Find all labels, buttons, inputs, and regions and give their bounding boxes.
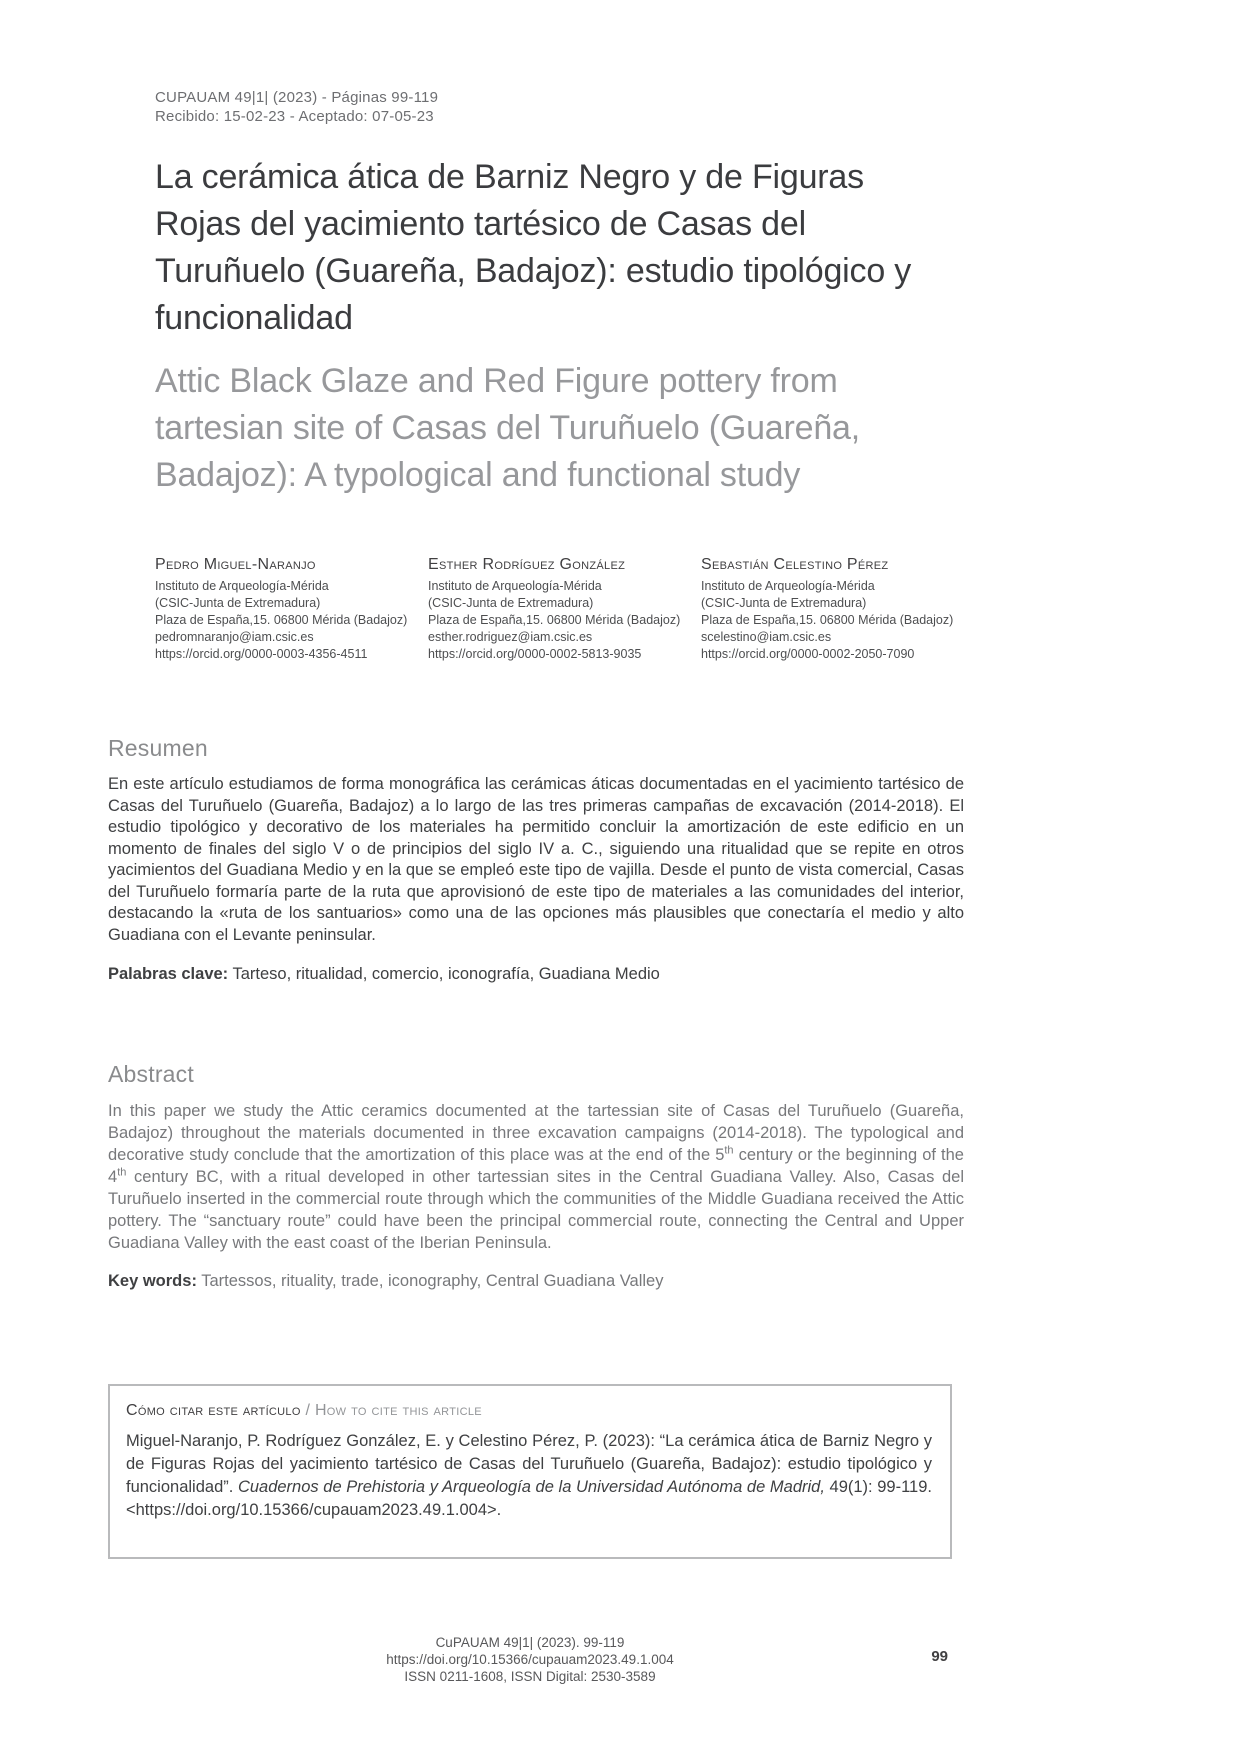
abstract-text-part3: century BC, with a ritual developed in other tartessian sites in the Central Guadiana Valley. Also, Casas del Turuñuelo inserted in the commercial route through which the communities of the Middle Guadiana received the Attic pottery. The “sanctuary route” could have been the principal commercial route, connecting the Central and Upper Guadiana Valley with the east coast of the Iberian Peninsula. xyxy=(108,1167,964,1252)
author-email-link[interactable]: esther.rodriguez@iam.csic.es xyxy=(428,630,593,644)
author-column-3 xyxy=(701,556,974,663)
article-title-spanish: La cerámica ática de Barniz Negro y de Figuras Rojas del yacimiento tartésico de Casas del Turuñuelo (Guareña, Badajoz): estudio tipológico y funcionalidad xyxy=(155,158,912,337)
journal-header xyxy=(155,88,1241,126)
ordinal-superscript: th xyxy=(724,1144,734,1156)
footer-issn-line: ISSN 0211-1608, ISSN Digital: 2530-3589 xyxy=(404,1669,656,1684)
author-orcid-link[interactable]: https://orcid.org/0000-0003-4356-4511 xyxy=(155,647,368,661)
palabras-clave-text: Tarteso, ritualidad, comercio, iconografía, Guadiana Medio xyxy=(228,964,660,983)
page-footer xyxy=(108,1634,952,1685)
how-to-cite-box xyxy=(108,1384,952,1559)
article-title-english: Attic Black Glaze and Red Figure pottery from tartesian site of Casas del Turuñuelo (Guareña, Badajoz): A typological and functional study xyxy=(155,362,860,494)
footer-doi-link[interactable]: https://doi.org/10.15366/cupauam2023.49.1.004 xyxy=(386,1652,674,1667)
how-to-cite-heading-separator: / xyxy=(300,1402,315,1419)
author-affiliation: Instituto de Arqueología-Mérida xyxy=(155,579,329,593)
resumen-text: En este artículo estudiamos de forma monográfica las cerámicas áticas documentadas en el yacimiento tartésico de Casas del Turuñuelo (Guareña, Badajoz) a lo largo de las tres primeras campañas de excavación (2014-2018). El estudio tipológico y decorativo de los materiales ha permitido concluir la amortización de este edificio en un momento de finales del siglo V o de principios del siglo IV a. C., siguiendo una ritualidad que se repite en otros yacimientos del Guadiana Medio y en la que se empleó este tipo de vajilla. Desde el punto de vista comercial, Casas del Turuñuelo formaría parte de la ruta que aprovisionó de este tipo de materiales a las comunidades del interior, destacando la «ruta de los santuarios» como una de las opciones más plausibles que conectaría el medio y alto Guadiana con el Levante peninsular. xyxy=(108,775,964,944)
author-address: Plaza de España,15. 06800 Mérida (Badajoz) xyxy=(701,613,954,627)
how-to-cite-heading-english: How to cite this article xyxy=(314,1402,482,1419)
author-column-2 xyxy=(428,556,701,663)
author-affiliation: (CSIC-Junta de Extremadura) xyxy=(701,596,867,610)
author-name: Esther Rodríguez González xyxy=(428,556,626,573)
abstract-text-part2: century or the beginning of the 4 xyxy=(108,1145,964,1186)
author-email-link[interactable]: scelestino@iam.csic.es xyxy=(701,630,832,644)
palabras-clave-line xyxy=(108,963,964,985)
author-email-link[interactable]: pedromnaranjo@iam.csic.es xyxy=(155,630,314,644)
page-number: 99 xyxy=(931,1648,948,1665)
citation-text xyxy=(126,1430,932,1522)
author-column-1 xyxy=(155,556,428,663)
abstract-text-part1: In this paper we study the Attic ceramics documented at the tartessian site of Casas del Turuñuelo (Guareña, Badajoz) throughout the materials documented in three excavation campaigns (2014-2018). The typological and decorative study conclude that the amortization of this place was at the end of the 5 xyxy=(108,1101,964,1164)
citation-text-part1: Miguel-Naranjo, P. Rodríguez González, E. y Celestino Pérez, P. (2023): “La cerámica ática de Barniz Negro y de Figuras Rojas del yacimiento tartésico de Casas del Turuñuelo (Guareña, Badajoz): estudio tipológico y funcionalidad”. xyxy=(126,1432,932,1496)
abstract-heading: Abstract xyxy=(108,1060,194,1087)
how-to-cite-heading-spanish: Cómo citar este artículo xyxy=(126,1402,301,1419)
author-affiliation: (CSIC-Junta de Extremadura) xyxy=(155,596,321,610)
citation-text-part2: 49(1): 99-119. <https://doi.org/10.15366/cupauam2023.49.1.004>. xyxy=(126,1478,932,1519)
author-orcid-link[interactable]: https://orcid.org/0000-0002-5813-9035 xyxy=(428,647,642,661)
ordinal-superscript: th xyxy=(117,1166,127,1178)
author-orcid-link[interactable]: https://orcid.org/0000-0002-2050-7090 xyxy=(701,647,915,661)
journal-header-line2: Recibido: 15-02-23 - Aceptado: 07-05-23 xyxy=(155,108,434,125)
authors-block xyxy=(155,556,985,663)
author-name: Pedro Miguel-Naranjo xyxy=(155,556,316,573)
palabras-clave-label: Palabras clave: xyxy=(108,964,229,983)
author-affiliation: (CSIC-Junta de Extremadura) xyxy=(428,596,594,610)
key-words-label: Key words: xyxy=(108,1272,197,1290)
resumen-heading: Resumen xyxy=(108,735,208,761)
abstract-text xyxy=(108,1100,964,1254)
author-affiliation: Instituto de Arqueología-Mérida xyxy=(428,579,602,593)
key-words-line xyxy=(108,1270,964,1292)
citation-journal-name: Cuadernos de Prehistoria y Arqueología de la Universidad Autónoma de Madrid, xyxy=(237,1478,825,1496)
author-name: Sebastián Celestino Pérez xyxy=(701,556,889,573)
author-affiliation: Instituto de Arqueología-Mérida xyxy=(701,579,875,593)
key-words-text: Tartessos, rituality, trade, iconography, Central Guadiana Valley xyxy=(196,1272,664,1290)
author-address: Plaza de España,15. 06800 Mérida (Badajoz) xyxy=(155,613,408,627)
footer-journal-line: CuPAUAM 49|1| (2023). 99-119 xyxy=(435,1635,625,1650)
author-address: Plaza de España,15. 06800 Mérida (Badajoz) xyxy=(428,613,681,627)
how-to-cite-heading xyxy=(126,1402,932,1420)
journal-header-line1: CUPAUAM 49|1| (2023) - Páginas 99-119 xyxy=(155,89,439,106)
